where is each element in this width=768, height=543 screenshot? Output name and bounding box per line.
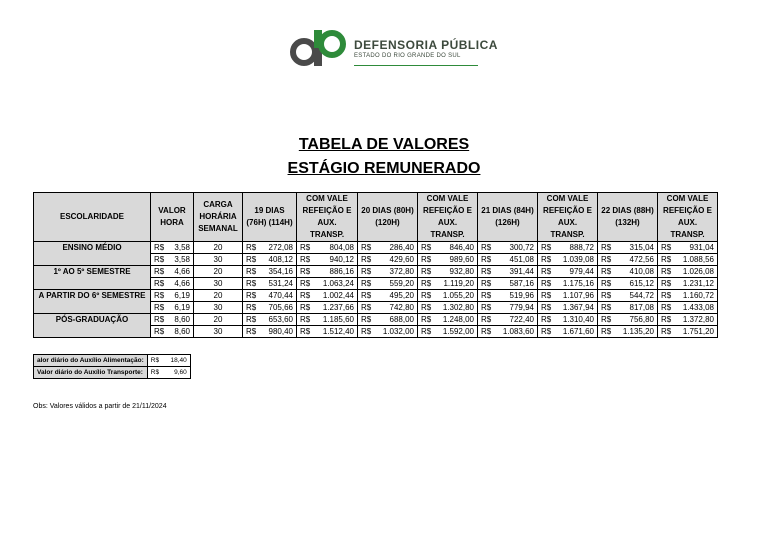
currency-label: R$ xyxy=(661,291,672,300)
value: 519,96 xyxy=(509,291,534,300)
value: 559,20 xyxy=(389,279,414,288)
value: 742,80 xyxy=(389,303,414,312)
value-cell xyxy=(358,314,418,326)
value: 8,60 xyxy=(174,315,190,324)
value-cell xyxy=(538,266,598,278)
header-cell: COM VALE REFEIÇÃO E AUX. TRANSP. xyxy=(538,193,598,242)
value: 1.055,20 xyxy=(442,291,474,300)
value: 1.160,72 xyxy=(682,291,714,300)
valor-hora-cell xyxy=(151,302,194,314)
currency-label: R$ xyxy=(481,267,492,276)
header-cell: 22 DIAS (88H) (132H) xyxy=(598,193,658,242)
value: 286,40 xyxy=(389,243,414,252)
value: 1.751,20 xyxy=(682,327,714,336)
currency-label: R$ xyxy=(361,255,372,264)
value-cell xyxy=(598,266,658,278)
currency-label: R$ xyxy=(661,303,672,312)
table-header-row xyxy=(34,193,718,242)
value-cell xyxy=(658,242,718,254)
carga-cell: 30 xyxy=(194,254,243,266)
value: 886,16 xyxy=(329,267,354,276)
page-title: TABELA DE VALORES xyxy=(298,136,470,153)
currency-label: R$ xyxy=(421,267,432,276)
value: 688,00 xyxy=(389,315,414,324)
value-cell xyxy=(598,290,658,302)
value: 495,20 xyxy=(389,291,414,300)
escolaridade-cell: 1º AO 5º SEMESTRE xyxy=(34,266,151,290)
currency-label: R$ xyxy=(150,369,160,376)
currency-label: R$ xyxy=(246,243,257,252)
currency-label: R$ xyxy=(421,255,432,264)
value: 354,16 xyxy=(268,267,293,276)
value: 1.107,96 xyxy=(562,291,594,300)
value-cell xyxy=(418,278,478,290)
currency-label: R$ xyxy=(481,303,492,312)
value-cell xyxy=(358,254,418,266)
header-cell: 21 DIAS (84H) (126H) xyxy=(478,193,538,242)
value-cell xyxy=(243,290,297,302)
currency-label: R$ xyxy=(300,303,311,312)
value: 1.119,20 xyxy=(443,279,474,288)
carga-cell: 30 xyxy=(194,278,243,290)
value-cell xyxy=(243,314,297,326)
value: 804,08 xyxy=(329,243,354,252)
value: 4,66 xyxy=(174,267,190,276)
carga-cell: 20 xyxy=(194,314,243,326)
logo-mark-icon xyxy=(288,26,350,70)
value-cell xyxy=(538,302,598,314)
value: 722,40 xyxy=(509,315,534,324)
currency-label: R$ xyxy=(361,243,372,252)
value-cell xyxy=(418,314,478,326)
currency-label: R$ xyxy=(300,267,311,276)
value: 587,16 xyxy=(509,279,534,288)
header-cell: COM VALE REFEIÇÃO E AUX. TRANSP. xyxy=(658,193,718,242)
value-cell xyxy=(598,254,658,266)
table-row xyxy=(34,290,718,302)
currency-label: R$ xyxy=(541,267,552,276)
currency-label: R$ xyxy=(541,327,552,336)
escolaridade-cell: A PARTIR DO 6º SEMESTRE xyxy=(34,290,151,314)
logo-divider xyxy=(354,65,478,66)
value: 451,08 xyxy=(509,255,534,264)
currency-label: R$ xyxy=(421,327,432,336)
value-cell xyxy=(478,242,538,254)
page-subtitle: ESTÁGIO REMUNERADO xyxy=(287,160,481,177)
aux-value: 9,60 xyxy=(174,369,187,376)
value-cell xyxy=(418,254,478,266)
currency-label: R$ xyxy=(246,303,257,312)
value: 980,40 xyxy=(268,327,293,336)
currency-label: R$ xyxy=(154,291,165,300)
value-cell xyxy=(243,254,297,266)
currency-label: R$ xyxy=(481,327,492,336)
valor-hora-cell xyxy=(151,326,194,338)
obs-note: Obs: Valores válidos a partir de 21/11/2024 xyxy=(33,403,167,410)
carga-cell: 20 xyxy=(194,266,243,278)
value: 817,08 xyxy=(629,303,654,312)
value: 1.032,00 xyxy=(382,327,414,336)
value: 1.512,40 xyxy=(322,327,354,336)
currency-label: R$ xyxy=(361,315,372,324)
value: 391,44 xyxy=(509,267,534,276)
value: 1.367,94 xyxy=(562,303,594,312)
value: 6,19 xyxy=(174,303,190,312)
aux-row xyxy=(34,367,191,379)
value-cell xyxy=(358,278,418,290)
table-row xyxy=(34,242,718,254)
value-cell xyxy=(297,326,358,338)
value: 372,80 xyxy=(389,267,414,276)
currency-label: R$ xyxy=(300,255,311,264)
header-cell: CARGA HORÁRIA SEMANAL xyxy=(194,193,243,242)
value: 1.310,40 xyxy=(562,315,594,324)
currency-label: R$ xyxy=(481,315,492,324)
value-cell xyxy=(658,326,718,338)
aux-label: Valor diário do Auxílio Transporte: xyxy=(34,367,148,379)
currency-label: R$ xyxy=(421,279,432,288)
value-cell xyxy=(538,290,598,302)
value: 1.671,60 xyxy=(562,327,594,336)
currency-label: R$ xyxy=(300,243,311,252)
value-cell xyxy=(297,302,358,314)
value-cell xyxy=(418,302,478,314)
currency-label: R$ xyxy=(154,315,165,324)
value: 429,60 xyxy=(389,255,414,264)
currency-label: R$ xyxy=(601,303,612,312)
value: 1.592,00 xyxy=(442,327,474,336)
currency-label: R$ xyxy=(154,279,165,288)
currency-label: R$ xyxy=(154,327,165,336)
currency-label: R$ xyxy=(661,243,672,252)
table-row xyxy=(34,314,718,326)
value: 1.237,66 xyxy=(322,303,354,312)
header-cell: VALOR HORA xyxy=(151,193,194,242)
value-cell xyxy=(243,326,297,338)
value-cell xyxy=(658,278,718,290)
value-cell xyxy=(358,302,418,314)
currency-label: R$ xyxy=(421,291,432,300)
valor-hora-cell xyxy=(151,242,194,254)
value: 979,44 xyxy=(569,267,594,276)
currency-label: R$ xyxy=(154,267,165,276)
value: 756,80 xyxy=(629,315,654,324)
value: 1.248,00 xyxy=(442,315,474,324)
valor-hora-cell xyxy=(151,278,194,290)
currency-label: R$ xyxy=(300,315,311,324)
value-cell xyxy=(658,314,718,326)
currency-label: R$ xyxy=(601,243,612,252)
value-cell xyxy=(418,290,478,302)
value-cell xyxy=(297,254,358,266)
value: 3,58 xyxy=(174,255,190,264)
header-cell: COM VALE REFEIÇÃO E AUX. TRANSP. xyxy=(297,193,358,242)
currency-label: R$ xyxy=(541,243,552,252)
header-cell: 19 DIAS (76H) (114H) xyxy=(243,193,297,242)
value: 705,66 xyxy=(268,303,293,312)
aux-value: 18,40 xyxy=(170,357,187,364)
value-cell xyxy=(358,326,418,338)
value: 888,72 xyxy=(569,243,594,252)
currency-label: R$ xyxy=(541,303,552,312)
value-cell xyxy=(478,278,538,290)
currency-label: R$ xyxy=(541,291,552,300)
value-cell xyxy=(658,266,718,278)
value: 8,60 xyxy=(174,327,190,336)
currency-label: R$ xyxy=(541,255,552,264)
value: 940,12 xyxy=(329,255,354,264)
value: 544,72 xyxy=(629,291,654,300)
value-cell xyxy=(478,290,538,302)
value: 1.063,24 xyxy=(322,279,354,288)
valor-hora-cell xyxy=(151,266,194,278)
value-cell xyxy=(538,278,598,290)
carga-cell: 30 xyxy=(194,326,243,338)
value-cell xyxy=(538,314,598,326)
value-cell xyxy=(358,242,418,254)
currency-label: R$ xyxy=(661,279,672,288)
value: 1.433,08 xyxy=(682,303,714,312)
value-cell xyxy=(358,290,418,302)
currency-label: R$ xyxy=(481,279,492,288)
currency-label: R$ xyxy=(601,291,612,300)
value: 653,60 xyxy=(268,315,293,324)
value: 932,80 xyxy=(449,267,474,276)
currency-label: R$ xyxy=(246,267,257,276)
carga-cell: 20 xyxy=(194,242,243,254)
logo-subtitle: ESTADO DO RIO GRANDE DO SUL xyxy=(354,53,461,59)
currency-label: R$ xyxy=(361,267,372,276)
value-cell xyxy=(478,254,538,266)
value: 931,04 xyxy=(689,243,714,252)
value-cell xyxy=(358,266,418,278)
currency-label: R$ xyxy=(246,279,257,288)
value: 300,72 xyxy=(509,243,534,252)
aux-table xyxy=(33,354,191,379)
value-cell xyxy=(297,278,358,290)
currency-label: R$ xyxy=(601,267,612,276)
value-cell xyxy=(243,278,297,290)
carga-cell: 20 xyxy=(194,290,243,302)
valor-hora-cell xyxy=(151,254,194,266)
header-cell: 20 DIAS (80H) (120H) xyxy=(358,193,418,242)
currency-label: R$ xyxy=(661,327,672,336)
value-cell xyxy=(658,254,718,266)
value-cell xyxy=(598,314,658,326)
value-cell xyxy=(658,302,718,314)
currency-label: R$ xyxy=(150,357,160,364)
currency-label: R$ xyxy=(541,279,552,288)
currency-label: R$ xyxy=(661,315,672,324)
value: 1.083,60 xyxy=(502,327,534,336)
value: 1.231,12 xyxy=(682,279,714,288)
currency-label: R$ xyxy=(154,303,165,312)
value: 410,08 xyxy=(629,267,654,276)
currency-label: R$ xyxy=(421,243,432,252)
currency-label: R$ xyxy=(481,243,492,252)
aux-row xyxy=(34,355,191,367)
currency-label: R$ xyxy=(246,291,257,300)
currency-label: R$ xyxy=(601,315,612,324)
value-cell xyxy=(418,266,478,278)
value: 1.302,80 xyxy=(442,303,474,312)
currency-label: R$ xyxy=(661,267,672,276)
value-cell xyxy=(478,266,538,278)
value: 1.039,08 xyxy=(562,255,594,264)
value-cell xyxy=(478,314,538,326)
value-cell xyxy=(478,326,538,338)
value: 1.088,56 xyxy=(682,255,714,264)
value: 1.185,60 xyxy=(322,315,354,324)
currency-label: R$ xyxy=(421,315,432,324)
value-cell xyxy=(598,278,658,290)
value-cell xyxy=(297,266,358,278)
value-cell xyxy=(243,242,297,254)
currency-label: R$ xyxy=(361,303,372,312)
currency-label: R$ xyxy=(300,291,311,300)
value: 1.002,44 xyxy=(322,291,354,300)
currency-label: R$ xyxy=(541,315,552,324)
escolaridade-cell: PÓS-GRADUAÇÃO xyxy=(34,314,151,338)
currency-label: R$ xyxy=(300,327,311,336)
currency-label: R$ xyxy=(361,279,372,288)
value-cell xyxy=(598,326,658,338)
value-cell xyxy=(598,302,658,314)
value-cell xyxy=(658,290,718,302)
value: 408,12 xyxy=(268,255,293,264)
value-cell xyxy=(243,302,297,314)
value-cell xyxy=(297,314,358,326)
value: 472,56 xyxy=(629,255,654,264)
value: 4,66 xyxy=(174,279,190,288)
logo-title: DEFENSORIA PÚBLICA xyxy=(354,38,498,52)
aux-label: alor diário do Auxílio Alimentação: xyxy=(34,355,148,367)
value-cell xyxy=(297,290,358,302)
currency-label: R$ xyxy=(421,303,432,312)
value-cell xyxy=(538,242,598,254)
value: 1.135,20 xyxy=(622,327,654,336)
value: 3,58 xyxy=(174,243,190,252)
table-row xyxy=(34,266,718,278)
value: 779,94 xyxy=(509,303,534,312)
currency-label: R$ xyxy=(300,279,311,288)
value: 315,04 xyxy=(629,243,654,252)
valor-hora-cell xyxy=(151,290,194,302)
valor-hora-cell xyxy=(151,314,194,326)
value-cell xyxy=(478,302,538,314)
carga-cell: 30 xyxy=(194,302,243,314)
currency-label: R$ xyxy=(661,255,672,264)
currency-label: R$ xyxy=(246,255,257,264)
header-cell: ESCOLARIDADE xyxy=(34,193,151,242)
defensoria-logo xyxy=(288,26,498,70)
aux-value-cell xyxy=(147,355,190,367)
aux-value-cell xyxy=(147,367,190,379)
value: 1.026,08 xyxy=(682,267,714,276)
header-cell: COM VALE REFEIÇÃO E AUX. TRANSP. xyxy=(418,193,478,242)
value: 470,44 xyxy=(268,291,293,300)
currency-label: R$ xyxy=(361,291,372,300)
values-table xyxy=(33,192,718,338)
value-cell xyxy=(418,326,478,338)
value: 1.372,80 xyxy=(682,315,714,324)
value: 272,08 xyxy=(268,243,293,252)
currency-label: R$ xyxy=(361,327,372,336)
currency-label: R$ xyxy=(154,255,165,264)
currency-label: R$ xyxy=(601,255,612,264)
escolaridade-cell: ENSINO MÉDIO xyxy=(34,242,151,266)
currency-label: R$ xyxy=(246,327,257,336)
value-cell xyxy=(598,242,658,254)
value: 846,40 xyxy=(449,243,474,252)
value-cell xyxy=(243,266,297,278)
currency-label: R$ xyxy=(601,279,612,288)
value: 989,60 xyxy=(449,255,474,264)
value-cell xyxy=(538,326,598,338)
currency-label: R$ xyxy=(246,315,257,324)
currency-label: R$ xyxy=(481,291,492,300)
value-cell xyxy=(297,242,358,254)
value-cell xyxy=(538,254,598,266)
value: 1.175,16 xyxy=(562,279,594,288)
currency-label: R$ xyxy=(601,327,612,336)
currency-label: R$ xyxy=(154,243,165,252)
value: 615,12 xyxy=(629,279,654,288)
value: 531,24 xyxy=(268,279,293,288)
value-cell xyxy=(418,242,478,254)
value: 6,19 xyxy=(174,291,190,300)
currency-label: R$ xyxy=(481,255,492,264)
